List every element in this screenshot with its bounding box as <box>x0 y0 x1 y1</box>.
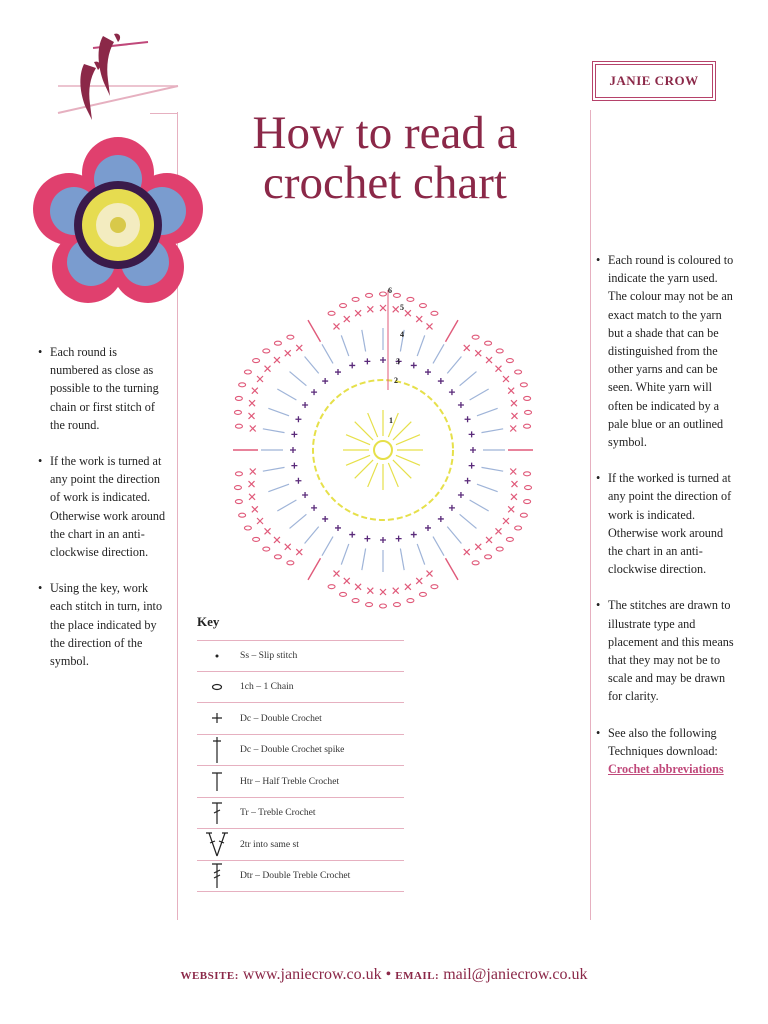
key-label: Tr – Treble Crochet <box>240 807 316 819</box>
round-5-stitch <box>431 311 438 315</box>
round-3-stitch <box>417 544 425 565</box>
round-2-stitch <box>411 362 417 368</box>
round-5-stitch <box>515 370 522 374</box>
two-treble-icon <box>197 829 237 860</box>
round-5-stitch <box>352 297 359 301</box>
key-label: Dtr – Double Treble Crochet <box>240 870 351 882</box>
round-2-stitch <box>295 478 301 484</box>
crochet-flower-photo <box>28 135 208 315</box>
key-table <box>197 640 404 892</box>
round-4-stitch <box>503 518 509 524</box>
round-2-stitch <box>469 463 475 469</box>
footer <box>0 966 768 984</box>
half-treble-icon <box>197 766 237 797</box>
round-4-stitch <box>265 528 271 534</box>
round-4-stitch <box>508 506 514 512</box>
round-4-stitch <box>495 528 501 534</box>
treble-icon <box>197 798 237 829</box>
key-row <box>197 861 404 893</box>
page-title <box>200 108 570 208</box>
round-1-stitch <box>393 460 411 478</box>
round-3-stitch <box>447 357 461 374</box>
round-2-stitch <box>449 389 455 395</box>
right-note-2: • If the worked is turned at any point the direction of work is indicated. Otherwise work around the chart in an anti-clockwise direction. <box>596 469 736 578</box>
round-2-stitch <box>458 402 464 408</box>
round-4-stitch <box>416 316 422 322</box>
round-5-stitch <box>525 410 532 414</box>
round-2-stitch <box>291 431 297 437</box>
round-1-stitch <box>393 422 411 440</box>
round-4-stitch <box>250 426 256 432</box>
round-1-stitch <box>396 435 420 445</box>
round-3-stitch <box>268 408 289 416</box>
left-rule-top <box>150 113 178 114</box>
round-5-stitch <box>472 335 479 339</box>
round-3-stitch <box>322 344 333 363</box>
round-3-stitch <box>470 389 489 400</box>
round-2-stitch <box>438 378 444 384</box>
round-4-stitch <box>355 310 361 316</box>
round-1-stitch <box>346 455 370 465</box>
round-5-stitch <box>253 537 260 541</box>
round-2-stitch <box>411 532 417 538</box>
round-4-stitch <box>393 588 399 594</box>
crochet-chart <box>195 280 575 610</box>
round-4-stitch <box>344 578 350 584</box>
round-1-stitch <box>355 460 373 478</box>
round-5-stitch <box>234 410 241 414</box>
round-5-stitch <box>234 486 241 490</box>
right-note-4 <box>596 724 736 779</box>
round-4-stitch <box>249 400 255 406</box>
round-4-stitch <box>249 494 255 500</box>
round-2-stitch <box>438 516 444 522</box>
round-5-stitch <box>340 304 347 308</box>
key-label: 1ch – 1 Chain <box>240 681 294 693</box>
see-also-text: See also the following Techniques download: <box>608 725 718 758</box>
round-2-stitch <box>470 447 476 453</box>
round-5-stitch <box>496 547 503 551</box>
round-4-stitch <box>296 345 302 351</box>
round-5-stitch <box>485 341 492 345</box>
website-link[interactable]: www.janiecrow.co.uk <box>242 966 382 983</box>
key-label: Htr – Half Treble Crochet <box>240 775 340 787</box>
round-3-stitch <box>263 429 285 433</box>
round-3-stitch <box>341 544 349 565</box>
round-3-stitch <box>263 467 285 471</box>
round-5-stitch <box>235 500 242 504</box>
brand-box <box>592 61 716 101</box>
round-3-stitch <box>290 372 307 386</box>
round-label-1: 1 <box>389 416 393 425</box>
round-label-4: 4 <box>400 330 404 339</box>
round-1-stitch <box>368 413 378 437</box>
round-2-stitch <box>469 431 475 437</box>
right-note-3: • The stitches are drawn to illustrate type and placement and this means that they may not be to scale and may be drawn for clarity. <box>596 596 736 705</box>
round-4-stitch <box>296 549 302 555</box>
round-5-stitch <box>496 349 503 353</box>
round-3-stitch <box>268 484 289 492</box>
round-5-stitch <box>393 293 400 297</box>
round-3-stitch <box>322 537 333 556</box>
round-3-stitch <box>290 514 307 528</box>
round-1-stitch <box>396 455 420 465</box>
round-3-stitch <box>460 514 477 528</box>
round-2-stitch <box>425 525 431 531</box>
round-3-stitch <box>447 527 461 544</box>
key-row <box>197 703 404 735</box>
round-1-stitch <box>346 435 370 445</box>
double-crochet-icon <box>197 703 237 734</box>
round-4-stitch <box>475 350 481 356</box>
round-1-stitch <box>388 463 398 487</box>
round-4-stitch <box>511 481 517 487</box>
round-2-stitch <box>302 492 308 498</box>
round-4-stitch <box>475 544 481 550</box>
round-2-stitch <box>290 447 296 453</box>
round-5-stitch <box>263 547 270 551</box>
round-4-stitch <box>274 537 280 543</box>
key-row <box>197 640 404 672</box>
crochet-abbreviations-link[interactable]: Crochet abbreviations <box>608 762 724 777</box>
round-5-stitch <box>524 396 531 400</box>
slip-stitch-icon <box>197 641 237 671</box>
round-2-stitch <box>349 532 355 538</box>
key-label: Ss – Slip stitch <box>240 650 298 662</box>
key-row <box>197 735 404 767</box>
round-3-stitch <box>277 389 296 400</box>
round-2-stitch <box>380 357 386 363</box>
round-4-stitch <box>367 588 373 594</box>
round-4-stitch <box>285 544 291 550</box>
website-label: WEBSITE: <box>180 970 239 982</box>
round-3-stitch <box>477 408 498 416</box>
round-4-stitch <box>510 426 516 432</box>
round-2-stitch <box>349 362 355 368</box>
round-5-stitch <box>235 472 242 476</box>
petal-divider <box>446 558 459 580</box>
round-2-stitch <box>380 537 386 543</box>
round-3-stitch <box>362 330 366 352</box>
round-3-stitch <box>341 335 349 356</box>
round-5-stitch <box>352 599 359 603</box>
round-5-stitch <box>235 424 242 428</box>
round-2-stitch <box>335 369 341 375</box>
round-5-stitch <box>520 513 527 517</box>
round-4-stitch <box>405 310 411 316</box>
round-5-stitch <box>244 526 251 530</box>
round-4-stitch <box>265 366 271 372</box>
round-2-stitch <box>322 378 328 384</box>
round-4-stitch <box>427 571 433 577</box>
left-note-3: • Using the key, work each stitch in turn, into the place indicated by the direction of the symbol. <box>38 579 166 670</box>
round-5-stitch <box>506 359 513 363</box>
round-5-stitch <box>524 424 531 428</box>
round-4-stitch <box>416 578 422 584</box>
round-5-stitch <box>419 592 426 596</box>
round-4-stitch <box>511 494 517 500</box>
round-2-stitch <box>465 478 471 484</box>
round-label-5: 5 <box>400 303 404 312</box>
round-5-stitch <box>472 561 479 565</box>
round-4-stitch <box>257 518 263 524</box>
round-3-stitch <box>477 484 498 492</box>
round-3-stitch <box>460 372 477 386</box>
round-2-stitch <box>311 505 317 511</box>
round-4-stitch <box>464 345 470 351</box>
round-4-stitch <box>486 357 492 363</box>
round-4-stitch <box>511 400 517 406</box>
centre-chain-ring <box>374 441 392 459</box>
round-5-stitch <box>520 383 527 387</box>
round-2-stitch <box>364 536 370 542</box>
round-4-stitch <box>367 306 373 312</box>
key-row <box>197 798 404 830</box>
round-4-stitch <box>495 366 501 372</box>
round-label-6: 6 <box>388 286 392 295</box>
key-label: 2tr into same st <box>240 838 299 850</box>
round-4-stitch <box>511 413 517 419</box>
round-4-stitch <box>333 323 339 329</box>
round-5-stitch <box>235 396 242 400</box>
petal-divider <box>308 558 321 580</box>
round-label-3: 3 <box>396 357 400 366</box>
round-2-stitch <box>302 402 308 408</box>
round-3-stitch <box>362 548 366 570</box>
round-5-stitch <box>239 383 246 387</box>
round-5-stitch <box>366 603 373 607</box>
round-5-stitch <box>525 486 532 490</box>
double-treble-icon <box>197 861 237 892</box>
title-line-1: How to read a <box>252 107 518 159</box>
double-crochet-spike-icon <box>197 735 237 766</box>
round-5-stitch <box>340 592 347 596</box>
round-5-stitch <box>287 561 294 565</box>
round-3-stitch <box>470 500 489 511</box>
round-2-stitch <box>295 416 301 422</box>
round-4-stitch <box>250 468 256 474</box>
round-3-stitch <box>481 429 503 433</box>
key-row <box>197 766 404 798</box>
round-5-stitch <box>524 500 531 504</box>
round-4-stitch <box>285 350 291 356</box>
round-4-stitch <box>427 323 433 329</box>
email-label: EMAIL: <box>395 970 440 982</box>
round-4-stitch <box>380 589 386 595</box>
round-5-stitch <box>407 297 414 301</box>
round-4-stitch <box>508 388 514 394</box>
round-4-stitch <box>464 549 470 555</box>
round-2-stitch <box>364 358 370 364</box>
round-1-stitch <box>355 422 373 440</box>
round-2-stitch <box>458 492 464 498</box>
round-5-stitch <box>380 604 387 608</box>
round-3-stitch <box>481 467 503 471</box>
round-5-stitch <box>274 341 281 345</box>
round-4-stitch <box>274 357 280 363</box>
round-4-stitch <box>355 584 361 590</box>
round-5-stitch <box>485 555 492 559</box>
round-2-stitch <box>396 536 402 542</box>
round-5-stitch <box>328 585 335 589</box>
round-2-stitch <box>449 505 455 511</box>
round-4-stitch <box>380 305 386 311</box>
round-4-stitch <box>405 584 411 590</box>
round-4-stitch <box>393 306 399 312</box>
email-link[interactable]: mail@janiecrow.co.uk <box>443 966 588 983</box>
left-notes <box>38 343 166 688</box>
round-5-stitch <box>239 513 246 517</box>
brand-name: JANIE CROW <box>595 64 713 98</box>
right-rule <box>590 110 591 920</box>
round-3-stitch <box>305 357 319 374</box>
round-2-stitch <box>465 416 471 422</box>
round-label-2: 2 <box>394 376 398 385</box>
round-5-stitch <box>366 293 373 297</box>
key-row <box>197 672 404 704</box>
left-note-2: • If the work is turned at any point the direction of work is indicated. Otherwise work around the chart in an anti-clockwise direction. <box>38 452 166 561</box>
round-5-stitch <box>515 526 522 530</box>
round-4-stitch <box>249 481 255 487</box>
round-5-stitch <box>287 335 294 339</box>
key-title: Key <box>197 614 220 629</box>
round-5-stitch <box>244 370 251 374</box>
petal-divider <box>446 320 459 342</box>
chain-icon <box>197 672 237 703</box>
round-2-stitch <box>291 463 297 469</box>
round-4-stitch <box>333 571 339 577</box>
round-4-stitch <box>344 316 350 322</box>
round-5-stitch <box>263 349 270 353</box>
round-4-stitch <box>252 388 258 394</box>
round-4-stitch <box>257 376 263 382</box>
round-4-stitch <box>252 506 258 512</box>
round-5-stitch <box>380 292 387 296</box>
right-note-1: • Each round is coloured to indicate the yarn used. The colour may not be an exact match to the yarn but a shade that can be distinguished from the other yarns and can be seen. White yarn will often be indicated by a pale blue or an outlined symbol. <box>596 251 736 451</box>
key-label: Dc – Double Crochet spike <box>240 744 345 756</box>
key-label: Dc – Double Crochet <box>240 712 322 724</box>
round-3-stitch <box>277 500 296 511</box>
round-4-stitch <box>249 413 255 419</box>
title-line-2: crochet chart <box>263 157 507 209</box>
round-2-stitch <box>425 369 431 375</box>
round-4-stitch <box>503 376 509 382</box>
round-5-stitch <box>328 311 335 315</box>
round-4-stitch <box>510 468 516 474</box>
round-3-stitch <box>433 537 444 556</box>
round-2-stitch <box>311 389 317 395</box>
round-1-stitch <box>368 463 378 487</box>
key-row <box>197 829 404 861</box>
round-3-stitch <box>400 548 404 570</box>
round-5-stitch <box>274 555 281 559</box>
petal-divider <box>308 320 321 342</box>
round-3-stitch <box>417 335 425 356</box>
round-2-stitch <box>335 525 341 531</box>
round-5-stitch <box>419 304 426 308</box>
round-5-stitch <box>253 359 260 363</box>
right-notes <box>596 251 736 796</box>
round-3-stitch <box>305 527 319 544</box>
round-2-stitch <box>322 516 328 522</box>
round-5-stitch <box>407 599 414 603</box>
round-5-stitch <box>524 472 531 476</box>
left-note-1: • Each round is numbered as close as possible to the turning chain or first stitch of the round. <box>38 343 166 434</box>
round-1-chain-ring <box>313 380 453 520</box>
round-5-stitch <box>393 603 400 607</box>
round-4-stitch <box>486 537 492 543</box>
footer-separator: • <box>385 966 392 983</box>
round-5-stitch <box>506 537 513 541</box>
round-5-stitch <box>431 585 438 589</box>
round-3-stitch <box>433 344 444 363</box>
